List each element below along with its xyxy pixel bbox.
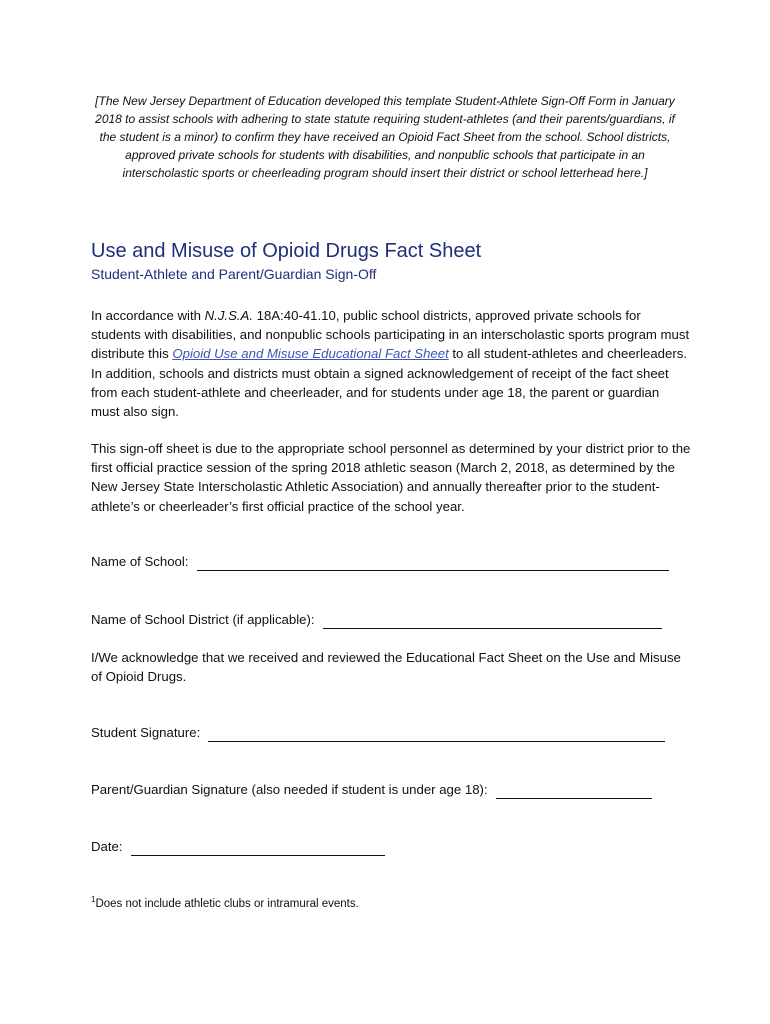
student-signature-input[interactable] xyxy=(208,727,665,742)
district-name-input[interactable] xyxy=(323,614,662,629)
letterhead-note: [The New Jersey Department of Education developed this template Student-Athlete Sign-Off Form in January 2018 to assist schools with adhering to state statute requiring student-athletes (and their parents/guardians, if the student is a minor) to confirm they have received an Opioid Fact Sheet from the school. School districts, approved private schools for students with disabilities, and nonpublic schools that participate in an interscholastic sports or cheerleading program should insert their district or school letterhead here.] xyxy=(95,94,675,180)
footnote-text: Does not include athletic clubs or intramural events. xyxy=(95,897,359,910)
intro-text-post: to all student-athletes and cheerleaders. In addition, schools and districts must obtain a signed acknowledgement of receipt of the fact sheet from each student-athlete and cheerleader, and for students under age 18, the parent or guardian must also sign. xyxy=(91,346,687,420)
date-label: Date: xyxy=(91,839,123,854)
intro-text-pre: In accordance with xyxy=(91,308,205,323)
intro-text-mid: 18A:40-41.10, public school districts, approved private schools for students with disabilities, and nonpublic schools participating in an interscholastic sports program must distribute this xyxy=(91,308,690,362)
fact-sheet-link[interactable]: Opioid Use and Misuse Educational Fact Sheet xyxy=(172,346,449,362)
date-field xyxy=(91,837,385,856)
acknowledgement-paragraph: I/We acknowledge that we received and reviewed the Educational Fact Sheet on the Use and Misuse of Opioid Drugs. xyxy=(91,650,681,685)
school-name-input[interactable] xyxy=(197,556,669,571)
page-subtitle: Student-Athlete and Parent/Guardian Sign-Off xyxy=(91,266,377,282)
district-name-label: Name of School District (if applicable): xyxy=(91,612,315,627)
student-signature-label: Student Signature: xyxy=(91,725,201,740)
footnote xyxy=(91,892,359,912)
parent-signature-label: Parent/Guardian Signature (also needed if student is under age 18): xyxy=(91,782,488,797)
school-name-field xyxy=(91,552,669,571)
page-title: Use and Misuse of Opioid Drugs Fact Sheet xyxy=(91,240,482,262)
statute-reference: N.J.S.A. xyxy=(204,308,253,323)
district-name-field xyxy=(91,610,662,629)
school-name-label: Name of School: xyxy=(91,554,189,569)
parent-signature-input[interactable] xyxy=(496,784,652,799)
intro-paragraph xyxy=(91,306,691,421)
due-date-paragraph: This sign-off sheet is due to the appropriate school personnel as determined by your district prior to the first official practice session of the spring 2018 athletic season (March 2, 2018, as determined by the New Jersey State Interscholastic Athletic Association) and annually thereafter prior to the student-athlete’s or cheerleader’s first official practice of the school year. xyxy=(91,441,691,514)
date-input[interactable] xyxy=(131,841,385,856)
parent-signature-field xyxy=(91,780,652,799)
student-signature-field xyxy=(91,723,665,742)
footnote-marker: 1 xyxy=(91,895,96,904)
